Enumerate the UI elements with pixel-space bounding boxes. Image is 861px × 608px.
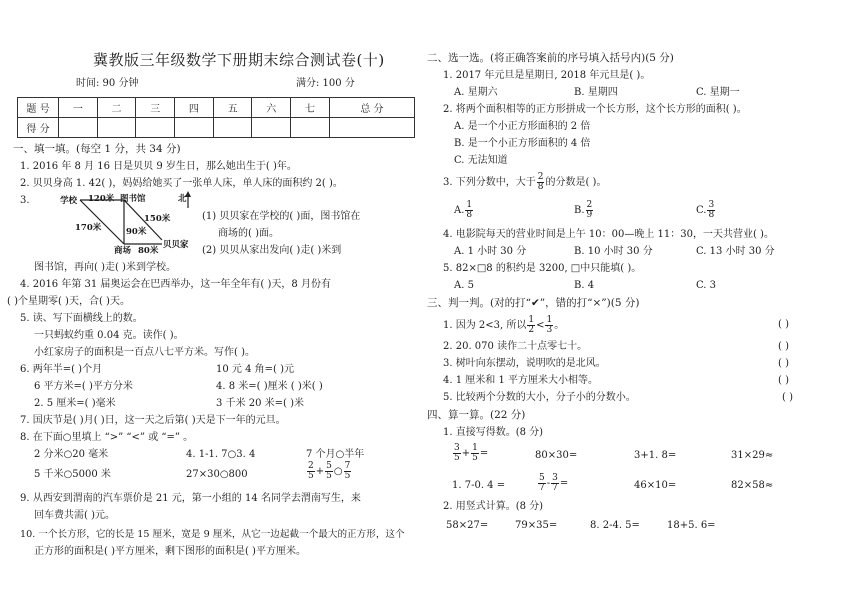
s2-q3-option: A. $\frac{1}{8}$: [454, 200, 473, 220]
s4-calc-item: 31×29≈: [731, 450, 774, 461]
score-cell[interactable]: [329, 118, 414, 138]
table-cell: 三: [136, 98, 175, 118]
s4-vertical-calc-item: 18+5. 6=: [667, 520, 716, 531]
fraction: $\frac{2}{5}$: [308, 461, 314, 481]
s1-q5a: 一只蚂蚁约重 0.04 克。读作( )。: [34, 330, 184, 341]
s2-q5-option: C. 3: [696, 280, 717, 291]
map-label-170m: 170米: [75, 223, 102, 233]
s1-q6d: 4. 8 米=( )厘米 ( )米( ): [216, 381, 323, 392]
s3-q5-answer-bracket[interactable]: ( ): [782, 392, 793, 403]
s3-q4-answer-bracket[interactable]: ( ): [778, 375, 789, 386]
s4-calc-item: $\frac{5}{7}$ - $\frac{3}{7}$ =: [539, 473, 569, 493]
s3-q3-answer-bracket[interactable]: ( ): [778, 358, 789, 369]
exam-time: 时间: 90 分钟: [76, 78, 139, 89]
s2-q3-option: B. $\frac{2}{9}$: [574, 200, 593, 220]
s4-calc-item: 80×30=: [535, 450, 578, 461]
s1-q10: 10. 一个长方形，它的长是 15 厘米，宽是 9 厘米，从它一边起截一个最大的正方形，这个: [20, 529, 405, 540]
s1-q8-fraction-compare: $\frac{2}{5}$ + $\frac{5}{5}$ ○ $\frac{7}{5}$: [308, 461, 351, 481]
s1-q4-cont: ( )个星期零( )天，合( )天。: [7, 296, 130, 307]
s1-q4: 4. 2016 年第 31 届奥运会在巴西举办，这一年全年有( )天，8 月份有: [20, 279, 331, 290]
s2-q1: 1. 2017 年元旦是星期日, 2018 年元旦是( )。: [443, 70, 651, 81]
s1-q1: 1. 2016 年 8 月 16 日是贝贝 9 岁生日，那么她出生于( )年。: [20, 161, 297, 172]
s1-q3b-cont: 图书馆，再向( )走( )米到学校。: [34, 262, 176, 273]
s2-q2-option: A. 是一个小正方形面积的 2 倍: [454, 121, 591, 132]
s2-q1-option: A. 星期六: [454, 87, 498, 98]
map-label-90m: 90米: [126, 227, 147, 237]
fraction: $\frac{7}{5}$: [344, 461, 351, 481]
s4-calc-item: 46×10=: [634, 480, 677, 491]
s1-q9-cont: 回车费共需( )元。: [34, 510, 115, 521]
score-cell[interactable]: [252, 118, 291, 138]
table-cell: 二: [97, 98, 136, 118]
s2-q3-option: C. $\frac{3}{8}$: [696, 200, 715, 220]
map-label-home: 贝贝家: [163, 240, 189, 250]
s2-q4-option: C. 13 小时 30 分: [696, 246, 775, 257]
s1-q6f: 3 千米 20 米=( )米: [216, 398, 304, 409]
map-label-150m: 150米: [144, 214, 171, 224]
s3-q1: 1. 因为 2<3, 所以 $\frac{1}{2}$ < $\frac{1}{3}$ 。: [443, 315, 565, 335]
table-cell: 五: [213, 98, 252, 118]
s4-calc-item: 82×58≈: [731, 480, 774, 491]
section-2-heading: 二、选一选。(将正确答案前的序号填入括号内)(5 分): [427, 52, 674, 64]
score-table-header-row: [18, 98, 415, 118]
fraction: $\frac{5}{7}$: [539, 473, 545, 493]
score-cell[interactable]: [213, 118, 252, 138]
table-cell: 一: [59, 98, 98, 118]
score-cell[interactable]: [136, 118, 175, 138]
s3-q4: 4. 1 厘米和 1 平方厘米大小相等。: [443, 375, 598, 386]
s4-vertical-calc-item: 58×27=: [446, 520, 489, 531]
table-cell: 得 分: [18, 118, 59, 138]
map-label-library: 图书馆: [120, 194, 146, 204]
fraction: $\frac{1}{3}$: [546, 315, 553, 335]
table-cell: 总 分: [329, 98, 414, 118]
fraction: $\frac{2}{8}$: [537, 172, 544, 192]
fraction: $\frac{1}{2}$: [528, 315, 535, 335]
s2-q2-option: C. 无法知道: [454, 155, 508, 166]
s1-q6e: 2. 5 厘米=( )毫米: [34, 398, 116, 409]
s2-q5: 5. 82×□8 的积约是 3200, □中只能填( )。: [443, 263, 642, 274]
s1-q5b: 小红家房子的面积是一百点八七平方米。写作( )。: [34, 347, 255, 358]
s4-part2: 2. 用竖式计算。(8 分): [443, 501, 544, 512]
s2-q3: 3. 下列分数中，大于 $\frac{2}{8}$ 的分数是( )。: [443, 172, 607, 192]
s3-q3: 3. 树叶向东摆动，说明吹的是北风。: [443, 358, 606, 369]
fraction: $\frac{1}{5}$: [472, 443, 478, 463]
s1-q7: 7. 国庆节是( )月( )日，这一天之后第( )天是下一年的元旦。: [20, 415, 286, 426]
s1-q3a-cont: 商场的( )面。: [218, 228, 279, 239]
full-score: 满分: 100 分: [296, 78, 355, 89]
section-4-heading: 四、算一算。(22 分): [427, 409, 526, 421]
section-1-heading: 一、填一填。(每空 1 分，共 34 分): [13, 143, 181, 155]
s4-calc-item: 3+1. 8=: [634, 450, 677, 461]
s1-q3a: (1) 贝贝家在学校的( )面，图书馆在: [202, 211, 361, 222]
fraction: $\frac{3}{5}$: [454, 443, 460, 463]
s1-q8-item: 7 个月○半年: [306, 449, 365, 460]
s4-vertical-calc-item: 79×35=: [515, 520, 558, 531]
s1-q9: 9. 从西安到渭南的汽车票价是 21 元，第一小组的 14 名同学去渭南写生，来: [20, 493, 361, 504]
s1-q8-item: 27×30○800: [186, 469, 248, 480]
s2-q1-option: C. 星期一: [696, 87, 740, 98]
map-label-120m: 120米: [88, 194, 115, 204]
score-cell[interactable]: [291, 118, 330, 138]
s1-q5: 5. 读、写下面横线上的数。: [20, 313, 143, 324]
s3-q2: 2. 20. 070 读作二十点零七十。: [443, 341, 588, 352]
s3-q1-answer-bracket[interactable]: ( ): [778, 319, 789, 330]
s1-q6a: 6. 两年半=( )个月: [20, 364, 103, 375]
s4-calc-item: 1. 7-0. 4 =: [452, 480, 506, 491]
map-label-north: 北: [178, 194, 187, 204]
fraction: $\frac{5}{5}$: [326, 461, 332, 481]
score-table-score-row: [18, 118, 415, 138]
table-cell: 题 号: [18, 98, 59, 118]
s1-q8: 8. 在下面○里填上 “>” “<” 或 “=” 。: [20, 432, 194, 443]
s2-q5-option: A. 5: [454, 280, 474, 291]
score-cell[interactable]: [175, 118, 214, 138]
score-table: [17, 97, 415, 138]
s2-q2: 2. 将两个面积相等的正方形拼成一个长方形，这个长方形的面积( )。: [443, 104, 747, 115]
s2-q4: 4. 电影院每天的营业时间是上午 10：00—晚上 11：30，一天共营业( )。: [443, 229, 774, 240]
s4-part1: 1. 直接写得数。(8 分): [443, 427, 544, 438]
s3-q5: 5. 比较两个分数的大小，分子小的分数小。: [443, 392, 636, 403]
s1-q8-item: 4. 1-1. 7○3. 4: [186, 449, 256, 460]
map-label-market: 商场: [114, 246, 132, 256]
s1-q6b: 10 元 4 角=( )元: [216, 364, 294, 375]
map-road-market-school: [80, 200, 124, 244]
map-label-80m: 80米: [138, 246, 159, 256]
s4-calc-item: $\frac{3}{5}$ + $\frac{1}{5}$ =: [454, 443, 489, 463]
s1-q8-item: 5 千米○5000 米: [34, 469, 111, 480]
fraction: $\frac{3}{7}$: [552, 473, 558, 493]
s4-vertical-calc-item: 8. 2-4. 5=: [590, 520, 640, 531]
s2-q4-option: B. 10 小时 30 分: [574, 246, 653, 257]
page-title: 冀教版三年级数学下册期末综合测试卷(十): [93, 51, 385, 69]
s2-q5-option: B. 4: [574, 280, 595, 291]
s2-q4-option: A. 1 小时 30 分: [454, 246, 527, 257]
s3-q2-answer-bracket[interactable]: ( ): [778, 341, 789, 352]
s1-q10-cont: 正方形的面积是( )平方厘米，剩下图形的面积是( )平方厘米。: [34, 546, 306, 557]
s1-q6c: 6 平方米=( )平方分米: [34, 381, 133, 392]
score-cell[interactable]: [97, 118, 136, 138]
s1-q3b: (2) 贝贝从家出发向( )走( )米到: [202, 245, 342, 256]
s1-q8-item: 2 分米○20 毫米: [34, 449, 109, 460]
table-cell: 六: [252, 98, 291, 118]
s2-q2-option: B. 是一个小正方形面积的 4 倍: [454, 138, 591, 149]
table-cell: 四: [175, 98, 214, 118]
score-cell[interactable]: [59, 118, 98, 138]
section-3-heading: 三、判一判。(对的打“✔”，错的打“×”)(5 分): [427, 297, 640, 309]
s1-q2: 2. 贝贝身高 1. 42( )，妈妈给她买了一张单人床，单人床的面积约 2( )。: [20, 178, 343, 189]
map-label-school: 学校: [60, 196, 78, 206]
s1-q3-number: 3.: [20, 195, 30, 206]
table-cell: 七: [291, 98, 330, 118]
s2-q1-option: B. 星期四: [574, 87, 618, 98]
